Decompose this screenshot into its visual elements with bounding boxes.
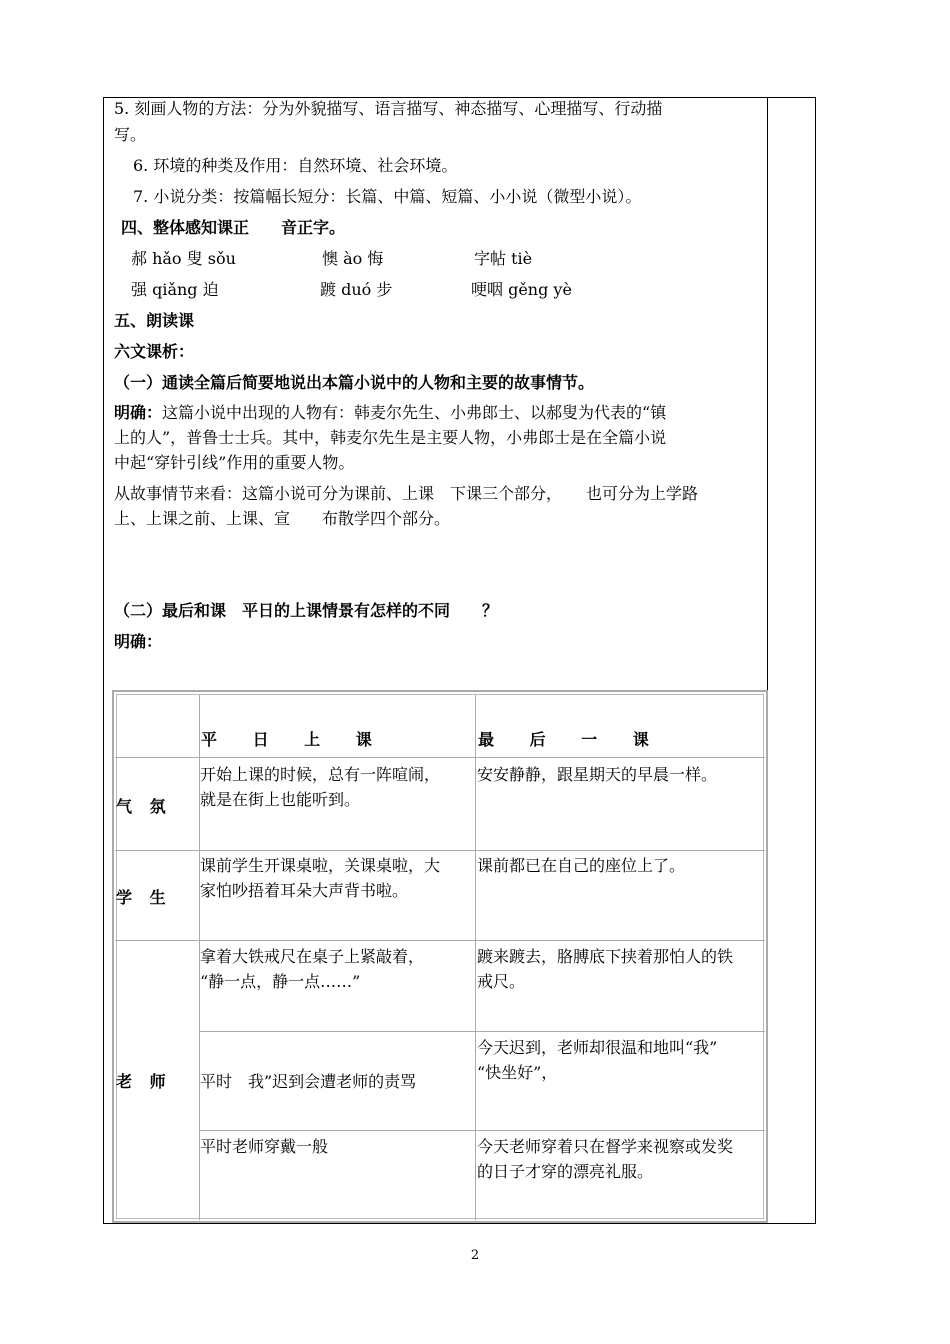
cell-students-last: 课前都已在自己的座位上了。 — [477, 856, 686, 875]
col-header-normal: 平 日 上 课 — [201, 730, 387, 749]
question-1: （一）通读全篇后简要地说出本篇小说中的人物和主要的故事情节。 — [114, 373, 595, 392]
cell-students-normal: 课前学生开课桌啦，关课桌啦，大 家怕吵捂着耳朵大声背书啦。 — [200, 856, 441, 900]
table-row-divider — [115, 850, 765, 851]
cell-atmosphere-normal: 开始上课的时候，总有一阵喧闹， 就是在街上也能听到。 — [200, 765, 441, 809]
table-row-divider — [199, 1031, 765, 1032]
answer-1-line: 中起“穿针引线”作用的重要人物。 — [114, 453, 355, 472]
cell-teacher-normal-2: 平时 我”迟到会遭老师的责骂 — [200, 1072, 417, 1091]
pinyin-item: 字帖 tiè — [474, 249, 533, 268]
row-label-teacher: 老 师 — [116, 1072, 172, 1091]
cell-teacher-last-2: 今天迟到，老师却很温和地叫“我” “快坐好”， — [477, 1038, 718, 1082]
plot-line: 从故事情节来看：这篇小说可分为课前、上课 下课三个部分， 也可分为上学路 — [114, 484, 699, 503]
question-2: （二）最后和课 平日的上课情景有怎样的不同 ？ — [114, 601, 499, 620]
answer-2-label: 明确： — [114, 632, 163, 651]
row-label-atmosphere: 气 氛 — [116, 797, 172, 816]
row-label-students: 学 生 — [116, 888, 172, 907]
table-col-divider — [475, 695, 476, 1220]
pinyin-item: 哽咽 gěng yè — [471, 280, 572, 299]
cell-atmosphere-last: 安安静静，跟星期天的早晨一样。 — [477, 765, 718, 784]
pinyin-item: 懊 ào 悔 — [322, 249, 384, 268]
pinyin-item: 踱 duó 步 — [320, 280, 393, 299]
answer-1-line: 明确：这篇小说中出现的人物有：韩麦尔先生、小弗郎士、以郝叟为代表的“镇 — [114, 403, 667, 422]
pinyin-item: 强 qiǎng 迫 — [131, 280, 219, 299]
cell-teacher-normal-3: 平时老师穿戴一般 — [200, 1137, 329, 1156]
item-5: 5. 刻画人物的方法：分为外貌描写、语言描写、神态描写、心理描写、行动描 — [114, 99, 663, 118]
col-header-last: 最 后 一 课 — [478, 730, 664, 749]
table-row-divider — [199, 1130, 765, 1131]
plot-line: 上、上课之前、上课、宣 布散学四个部分。 — [114, 509, 451, 528]
table-row-divider — [115, 757, 765, 758]
cell-teacher-last-3: 今天老师穿着只在督学来视察或发奖 的日子才穿的漂亮礼服。 — [477, 1137, 734, 1181]
section-4-heading: 四、整体感知课正 音正字。 — [121, 218, 346, 237]
pinyin-item: 郝 hǎo 叟 sǒu — [131, 249, 236, 268]
item-6: 6. 环境的种类及作用：自然环境、社会环境。 — [133, 156, 458, 175]
page-number: 2 — [470, 1248, 480, 1263]
answer-1-line: 上的人”，普鲁士士兵。其中，韩麦尔先生是主要人物，小弗郎士是在全篇小说 — [114, 428, 667, 447]
column-divider — [767, 97, 768, 690]
item-7: 7. 小说分类：按篇幅长短分：长篇、中篇、短篇、小小说（微型小说）。 — [133, 187, 642, 206]
item-5-cont: 写。 — [114, 125, 147, 144]
table-row-divider — [115, 940, 765, 941]
section-6-heading: 六文课析： — [114, 342, 195, 361]
section-5-heading: 五、朗读课 — [114, 311, 195, 330]
cell-teacher-normal-1: 拿着大铁戒尺在桌子上紧敲着， “静一点，静一点……” — [200, 947, 425, 991]
answer-label: 明确： — [114, 403, 163, 422]
cell-teacher-last-1: 踱来踱去，胳膊底下挟着那怕人的铁 戒尺。 — [477, 947, 734, 991]
